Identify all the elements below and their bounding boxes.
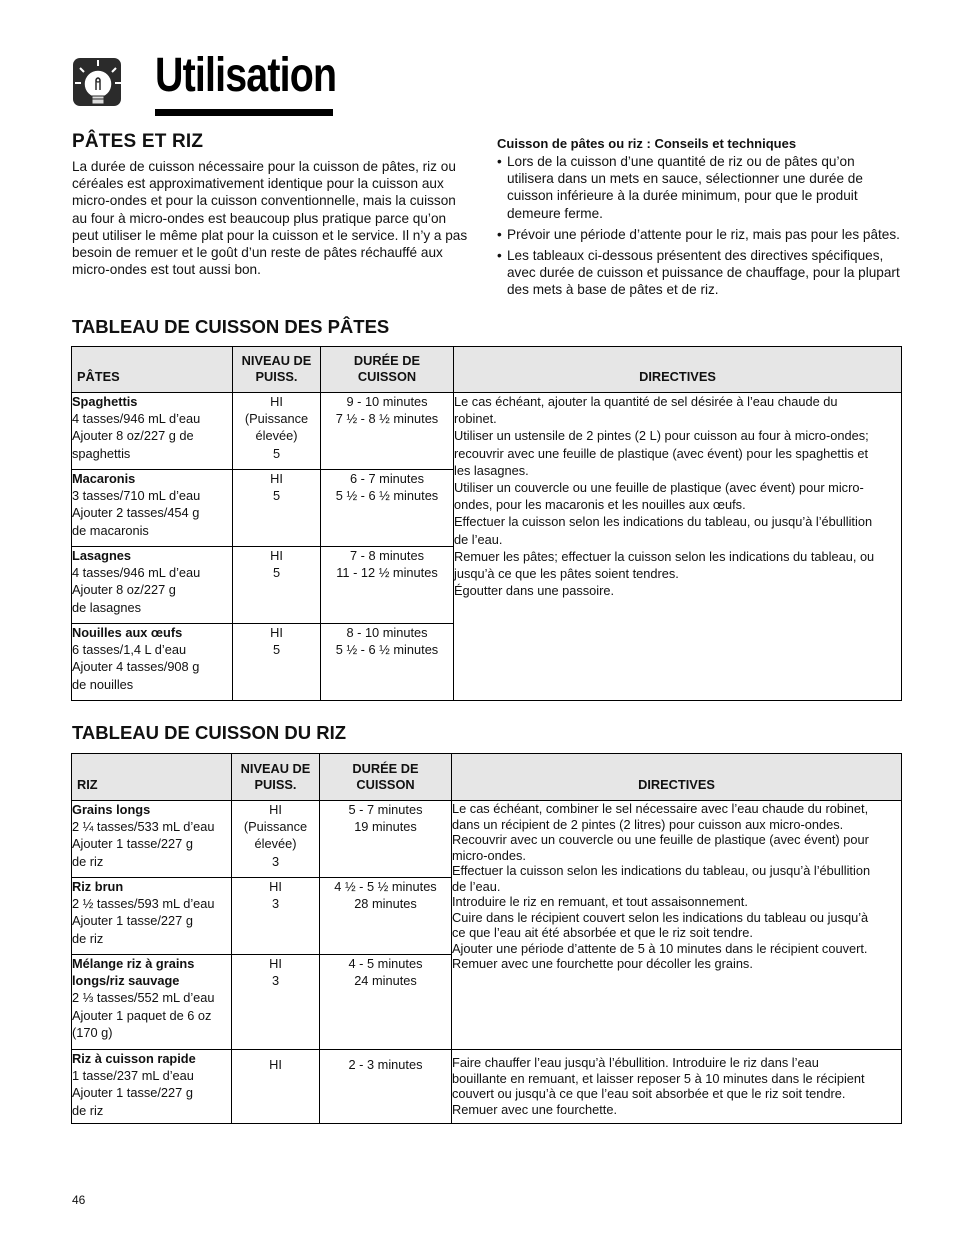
- section-heading: PÂTES ET RIZ: [72, 131, 204, 152]
- power-cell: HI 5: [233, 624, 321, 701]
- tip-item: • Prévoir une période d’attente pour le riz, mais pas pour les pâtes.: [497, 226, 900, 242]
- time-cell: 7 - 8 minutes 11 - 12 ½ minutes: [321, 547, 454, 624]
- time-cell: 8 - 10 minutes 5 ½ - 6 ½ minutes: [321, 624, 454, 701]
- column-header-item: RIZ: [72, 754, 232, 801]
- tip-item: • Les tableaux ci-dessous présentent des directives spécifiques, avec durée de cuisson et puissance de chauffage, pour la plupart des mets à base de pâtes et de riz.: [497, 248, 900, 298]
- lightbulb-icon: [72, 56, 124, 108]
- time-cell: 5 - 7 minutes 19 minutes: [320, 801, 452, 878]
- item-cell: Mélange riz à grains longs/riz sauvage 2 ⅓ tasses/552 mL d’eau Ajouter 1 paquet de 6 oz (170 g): [72, 955, 232, 1050]
- power-cell: HI 3: [232, 878, 320, 955]
- pasta-table-title: TABLEAU DE CUISSON DES PÂTES: [72, 316, 390, 337]
- directions-cell: Le cas échéant, combiner le sel nécessaire avec l’eau chaude du robinet, dans un récipient de 2 pintes (2 litres) pour cuisson aux micro-ondes. Recouvrir avec un couvercle ou une feuille de plastique (avec évent) pour micro-ondes. Effectuer la cuisson selon les indications du tableau, ou jusqu’à l’ébullition de l’eau. Introduire le riz en remuant, et tout assaisonnement. Cuire dans le récipient couvert selon les indications du tableau ou jusqu’à ce que l’eau ait été absorbée et que le riz soit tendre. Ajouter une période d’attente de 5 à 10 minutes dans le récipient couvert. Remuer avec une fourchette pour décoller les grains.: [452, 801, 902, 1050]
- title-underline: [155, 109, 333, 116]
- power-cell: HI 5: [233, 547, 321, 624]
- item-cell: Spaghettis 4 tasses/946 mL d’eau Ajouter 8 oz/227 g de spaghettis: [72, 393, 233, 470]
- item-cell: Lasagnes 4 tasses/946 mL d’eau Ajouter 8 oz/227 g de lasagnes: [72, 547, 233, 624]
- time-cell: 2 - 3 minutes: [320, 1050, 452, 1124]
- tips-heading: Cuisson de pâtes ou riz : Conseils et techniques: [497, 136, 797, 151]
- bullet-icon: •: [497, 226, 502, 242]
- page-number: 46: [72, 1193, 86, 1207]
- column-header-directions: DIRECTIVES: [452, 754, 902, 801]
- item-cell: Riz à cuisson rapide 1 tasse/237 mL d’eau Ajouter 1 tasse/227 g de riz: [72, 1050, 232, 1124]
- power-cell: HI 3: [232, 955, 320, 1050]
- column-header-time: DURÉE DE CUISSON: [320, 754, 452, 801]
- bullet-icon: •: [497, 248, 502, 264]
- table-row: [72, 1050, 902, 1124]
- page-title: Utilisation: [155, 49, 337, 102]
- intro-paragraph: La durée de cuisson nécessaire pour la cuisson de pâtes, riz ou céréales est approximativement identique pour la cuisson aux micro-ondes et pour la cuisson conventionnelle, mais la cuisson au four à micro-ondes est beaucoup plus pratique parce qu’on peut utiliser le même plat pour la cuisson et le service. Il n’y a pas besoin de remuer et le goût d’un reste de pâtes réchauffé aux micro-ondes est tout aussi bon.: [72, 159, 468, 278]
- column-header-directions: DIRECTIVES: [454, 347, 902, 393]
- pasta-cooking-table: [71, 346, 902, 701]
- directions-cell: Faire chauffer l’eau jusqu’à l’ébullition. Introduire le riz dans l’eau bouillante en remuant, et laisser reposer 5 à 10 minutes dans le récipient couvert ou jusqu’à ce que l’eau soit absorbée et que le riz soit tendre. Remuer avec une fourchette.: [452, 1050, 902, 1124]
- column-header-power: NIVEAU DE PUISS.: [233, 347, 321, 393]
- column-header-item: PÂTES: [72, 347, 233, 393]
- power-cell: HI 5: [233, 470, 321, 547]
- directions-cell: Le cas échéant, ajouter la quantité de sel désirée à l’eau chaude du robinet. Utiliser un ustensile de 2 pintes (2 L) pour cuisson au four à micro-ondes; recouvrir avec une feuille de plastique (avec évent) pour les spaghettis et les lasagnes. Utiliser un couvercle ou une feuille de plastique (avec évent) pour micro- ondes, pour les macaronis et les nouilles aux œufs. Effectuer la cuisson selon les indications du tableau, ou jusqu’à l’ébullition de l’eau. Remuer les pâtes; effectuer la cuisson selon les indications du tableau, ou jusqu’à ce que les pâtes soient tendres. Égoutter dans une passoire.: [454, 393, 902, 701]
- time-cell: 4 - 5 minutes 24 minutes: [320, 955, 452, 1050]
- time-cell: 4 ½ - 5 ½ minutes 28 minutes: [320, 878, 452, 955]
- rice-cooking-table: [71, 753, 902, 1124]
- item-cell: Riz brun 2 ½ tasses/593 mL d’eau Ajouter 1 tasse/227 g de riz: [72, 878, 232, 955]
- time-cell: 9 - 10 minutes 7 ½ - 8 ½ minutes: [321, 393, 454, 470]
- power-cell: HI (Puissance élevée) 5: [233, 393, 321, 470]
- bullet-icon: •: [497, 154, 502, 169]
- item-cell: Grains longs 2 ¼ tasses/533 mL d’eau Ajouter 1 tasse/227 g de riz: [72, 801, 232, 878]
- item-cell: Nouilles aux œufs 6 tasses/1,4 L d’eau Ajouter 4 tasses/908 g de nouilles: [72, 624, 233, 701]
- tips-list: [497, 153, 902, 303]
- column-header-time: DURÉE DE CUISSON: [321, 347, 454, 393]
- time-cell: 6 - 7 minutes 5 ½ - 6 ½ minutes: [321, 470, 454, 547]
- item-cell: Macaronis 3 tasses/710 mL d’eau Ajouter 2 tasses/454 g de macaronis: [72, 470, 233, 547]
- power-cell: HI (Puissance élevée) 3: [232, 801, 320, 878]
- table-row: [72, 393, 902, 470]
- power-cell: HI: [232, 1050, 320, 1124]
- column-header-power: NIVEAU DE PUISS.: [232, 754, 320, 801]
- tip-item: • Lors de la cuisson d’une quantité de riz ou de pâtes qu’on utilisera dans un mets en sauce, sélectionner une durée de cuisson inférieure à la durée minimum, pour que le produit demeure ferme.: [497, 154, 863, 221]
- table-row: [72, 801, 902, 878]
- rice-table-title: TABLEAU DE CUISSON DU RIZ: [72, 722, 347, 743]
